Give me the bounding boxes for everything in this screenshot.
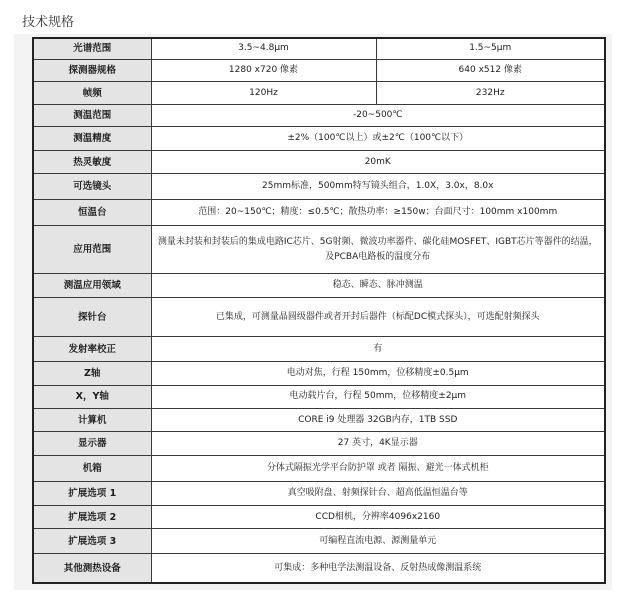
- spec-row: [33, 298, 605, 337]
- spec-value: 1.5~5μm: [376, 38, 605, 59]
- spec-value: 3.5~4.8μm: [151, 38, 376, 59]
- spec-label: 扩展选项 2: [33, 505, 151, 529]
- spec-label: 恒温台: [33, 200, 151, 226]
- spec-row: [33, 409, 605, 431]
- spec-table-body: [33, 38, 605, 583]
- spec-sheet-image: [14, 34, 612, 590]
- spec-label: 测温精度: [33, 127, 151, 151]
- spec-label: 光谱范围: [33, 38, 151, 59]
- spec-value: 可集成：多种电学法测温设备、反射热成像测温系统: [151, 554, 605, 583]
- spec-label: 测温应用领域: [33, 274, 151, 298]
- spec-label: 发射率校正: [33, 337, 151, 362]
- spec-value: 真空吸附盘、射频探针台、超高低温恒温台等: [151, 482, 605, 506]
- spec-row: [33, 482, 605, 506]
- spec-value: 27 英寸，4K显示器: [151, 431, 605, 456]
- spec-row: [33, 505, 605, 529]
- spec-label: 测温范围: [33, 104, 151, 126]
- spec-value: 电动载片台，行程 50mm，位移精度±2μm: [151, 385, 605, 409]
- spec-row: [33, 200, 605, 226]
- spec-row: [33, 38, 605, 59]
- spec-value: 范围：20~150℃；精度：≤0.5℃；散热功率：≥150w；台面尺寸：100mm x100mm: [151, 200, 605, 226]
- spec-row: [33, 456, 605, 482]
- spec-value: -20~500℃: [151, 104, 605, 126]
- spec-label: 可选镜头: [33, 174, 151, 200]
- spec-label: 其他测热设备: [33, 554, 151, 583]
- spec-label: 探针台: [33, 298, 151, 337]
- spec-label: 计算机: [33, 409, 151, 431]
- spec-value: ±2%（100℃以上）或±2℃（100℃以下）: [151, 127, 605, 151]
- spec-row: [33, 127, 605, 151]
- spec-row: [33, 362, 605, 386]
- spec-row: [33, 104, 605, 126]
- spec-label: 扩展选项 3: [33, 529, 151, 554]
- spec-value: 有: [151, 337, 605, 362]
- spec-value: 232Hz: [376, 82, 605, 104]
- spec-label: 机箱: [33, 456, 151, 482]
- spec-value: 20mK: [151, 150, 605, 174]
- spec-table: [32, 37, 606, 584]
- spec-value: CORE i9 处理器 32GB内存，1TB SSD: [151, 409, 605, 431]
- spec-row: [33, 529, 605, 554]
- spec-row: [33, 274, 605, 298]
- spec-row: [33, 385, 605, 409]
- spec-row: [33, 174, 605, 200]
- spec-value: 分体式隔振光学平台防护罩 或者 隔振、避光一体式机柜: [151, 456, 605, 482]
- spec-value: 电动对焦，行程 150mm，位移精度±0.5μm: [151, 362, 605, 386]
- spec-value: CCD相机，分辨率4096x2160: [151, 505, 605, 529]
- spec-row: [33, 150, 605, 174]
- spec-label: 帧频: [33, 82, 151, 104]
- spec-value: 可编程直流电源、源测量单元: [151, 529, 605, 554]
- spec-value: 1280 x720 像素: [151, 59, 376, 81]
- spec-value: 25mm标准，500mm特写镜头组合，1.0X，3.0x，8.0x: [151, 174, 605, 200]
- spec-row: [33, 337, 605, 362]
- spec-value: 已集成，可测量晶圆级器件或者开封后器件（标配DC模式探头），可选配射频探头: [151, 298, 605, 337]
- spec-row: [33, 82, 605, 104]
- spec-row: [33, 431, 605, 456]
- spec-label: 应用范围: [33, 226, 151, 274]
- spec-label: Z轴: [33, 362, 151, 386]
- spec-label: 扩展选项 1: [33, 482, 151, 506]
- spec-label: X，Y轴: [33, 385, 151, 409]
- spec-row: [33, 554, 605, 583]
- spec-row: [33, 226, 605, 274]
- spec-label: 热灵敏度: [33, 150, 151, 174]
- spec-value: 测量未封装和封装后的集成电路IC芯片、5G射频、微波功率器件、碳化硅MOSFET、IGBT芯片等器件的结温，及PCBA电路板的温度分布: [151, 226, 605, 274]
- spec-row: [33, 59, 605, 81]
- spec-value: 120Hz: [151, 82, 376, 104]
- spec-value: 640 x512 像素: [376, 59, 605, 81]
- spec-value: 稳态、瞬态、脉冲测温: [151, 274, 605, 298]
- spec-label: 探测器规格: [33, 59, 151, 81]
- spec-label: 显示器: [33, 431, 151, 456]
- page-title: 技术规格: [22, 15, 75, 30]
